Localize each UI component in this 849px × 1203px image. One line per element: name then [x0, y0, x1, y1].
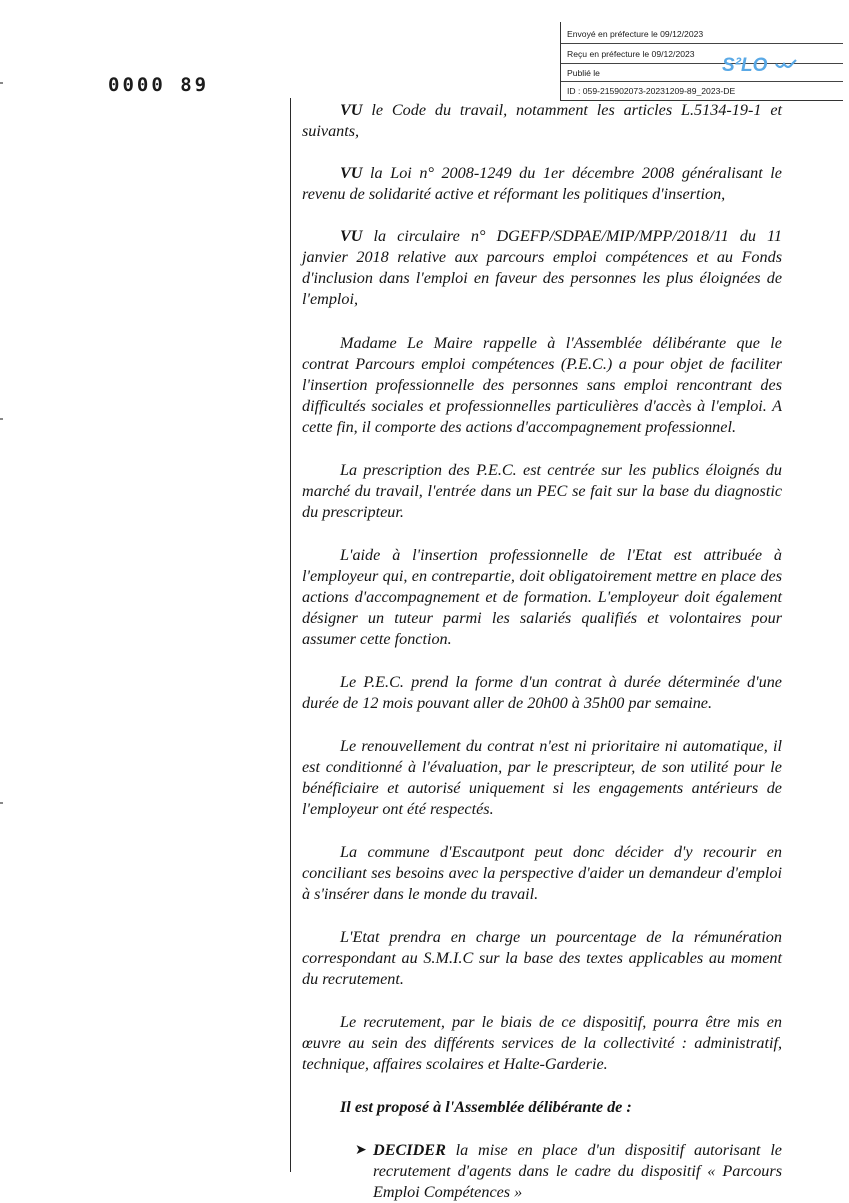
- stamp-sent-date: Envoyé en préfecture le 09/12/2023: [567, 29, 704, 39]
- stamp-act-id: ID : 059-215902073-20231209-89_2023-DE: [567, 86, 736, 96]
- scan-mark: [0, 82, 3, 84]
- vu-label: VU: [340, 227, 363, 245]
- vu-label: VU: [340, 164, 363, 182]
- stamp-divider: [561, 43, 843, 44]
- paragraph-remuneration: L'Etat prendra en charge un pourcentage de la rémunération correspondant au S.M.I.C sur la base des textes applicables au moment du recrutement.: [302, 928, 782, 988]
- decision-item: [355, 1140, 782, 1203]
- vu-label: VU: [340, 101, 363, 119]
- scan-mark: [0, 418, 3, 420]
- decision-keyword: DECIDER: [373, 1141, 446, 1159]
- s2low-logo-wave: [776, 60, 796, 67]
- vu-loi-2008: [302, 163, 782, 205]
- stamp-published-date: Publié le: [567, 68, 600, 78]
- paragraph-pec-objet: Madame Le Maire rappelle à l'Assemblée délibérante que le contrat Parcours emploi compétences (P.E.C.) a pour objet de faciliter l'insertion professionnelle des personnes sans emploi rencontrant des difficultés sociales et professionnelles particulières d'accès à l'emploi. A cette fin, il comporte des actions d'accompagnement professionnel.: [302, 334, 782, 436]
- stamp-divider: [561, 81, 843, 82]
- paragraph-escautpont: La commune d'Escautpont peut donc décider d'y recourir en conciliant ses besoins avec la perspective d'aider un demandeur d'emploi à s'insérer dans le monde du travail.: [302, 843, 782, 903]
- paragraph-prescription: La prescription des P.E.C. est centrée sur les publics éloignés du marché du travail, l'entrée dans un PEC se fait sur la base du diagnostic du prescripteur.: [302, 461, 782, 521]
- arrow-bullet-icon: ➤: [355, 1143, 367, 1158]
- decision-text: la mise en place d'un dispositif autorisant le recrutement d'agents dans le cadre du dispositif « Parcours Emploi Compétences »: [373, 1141, 782, 1201]
- vu-text: le Code du travail, notamment les articles L.5134-19-1 et suivants,: [302, 101, 782, 140]
- vu-text: la circulaire n° DGEFP/SDPAE/MIP/MPP/2018/11 du 11 janvier 2018 relative aux parcours emploi compétences et au Fonds d'inclusion dans l'emploi en faveur des personnes les plus éloignées de l'emploi,: [302, 227, 782, 308]
- paragraph-duree-contrat: Le P.E.C. prend la forme d'un contrat à durée déterminée d'une durée de 12 mois pouvant aller de 20h00 à 35h00 par semaine.: [302, 673, 782, 712]
- vu-code-travail: [302, 100, 782, 142]
- paragraph-renouvellement: Le renouvellement du contrat n'est ni prioritaire ni automatique, il est conditionné à l'évaluation, par le prescripteur, de son utilité pour le bénéficiaire et autorisé uniquement si les engagements antérieurs de l'employeur ont été respectés.: [302, 737, 782, 818]
- paragraph-aide-etat: L'aide à l'insertion professionnelle de l'Etat est attribuée à l'employeur qui, en contrepartie, doit obligatoirement mettre en place des actions d'accompagnement et de formation. L'employeur doit également désigner un tuteur parmi les salariés qualifiés et volontaires pour assumer cette fonction.: [302, 546, 782, 648]
- deliberation-body: [302, 100, 782, 1203]
- paragraph-recrutement: Le recrutement, par le biais de ce dispositif, pourra être mis en œuvre au sein des différents services de la collectivité : administratif, technique, affaires scolaires et Halte-Garderie.: [302, 1013, 782, 1073]
- vu-circulaire-2018: [302, 226, 782, 310]
- scan-mark: [0, 802, 3, 804]
- s2low-logo-text: S²LO: [722, 55, 768, 76]
- margin-rule: [290, 98, 291, 1172]
- page-number: 0000 89: [108, 74, 210, 96]
- stamp-received-date: Reçu en préfecture le 09/12/2023: [567, 49, 695, 59]
- proposal-heading: Il est proposé à l'Assemblée délibérante de :: [340, 1098, 632, 1116]
- vu-text: la Loi n° 2008-1249 du 1er décembre 2008 généralisant le revenu de solidarité active et réformant les politiques d'insertion,: [302, 164, 782, 203]
- s2low-logo: [720, 50, 810, 80]
